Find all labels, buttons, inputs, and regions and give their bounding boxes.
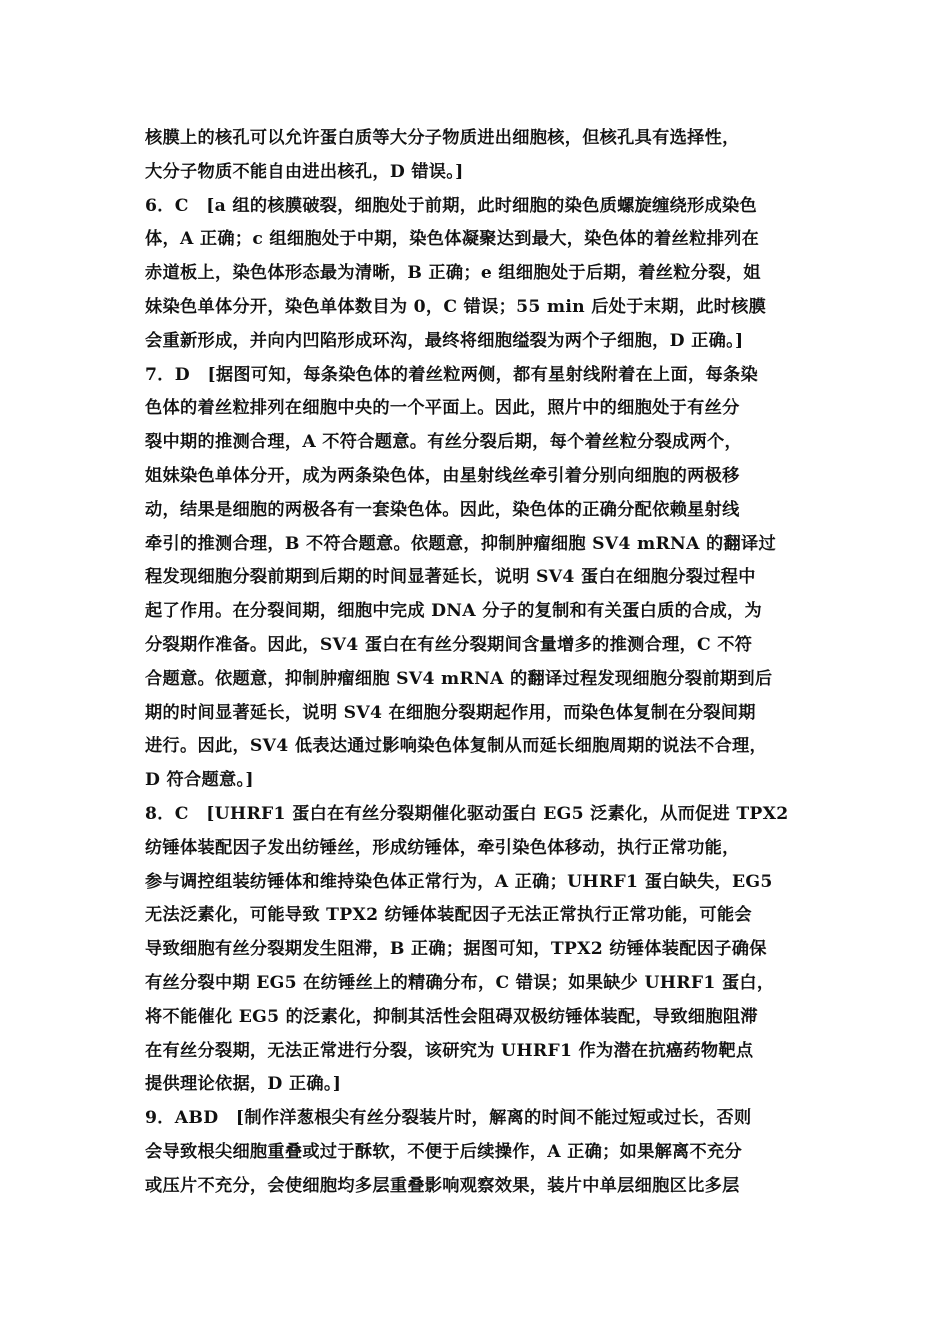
text-line: 导致细胞有丝分裂期发生阻滞，B 正确；据图可知，TPX2 纺锤体装配因子确保 — [145, 939, 767, 960]
text-line: 9．ABD [制作洋葱根尖有丝分裂装片时，解离的时间不能过短或过长，否则 — [145, 1108, 752, 1129]
document-body — [145, 122, 815, 1204]
text-line: D 符合题意。] — [145, 770, 254, 791]
text-line: 起了作用。在分裂间期，细胞中完成 DNA 分子的复制和有关蛋白质的合成，为 — [145, 601, 763, 622]
text-line: 无法泛素化，可能导致 TPX2 纺锤体装配因子无法正常执行正常功能，可能会 — [145, 905, 752, 926]
text-line: 在有丝分裂期，无法正常进行分裂，该研究为 UHRF1 作为潜在抗癌药物靶点 — [145, 1040, 754, 1061]
text-line: 裂中期的推测合理，A 不符合题意。有丝分裂后期，每个着丝粒分裂成两个， — [145, 432, 743, 453]
text-line: 6．C [a 组的核膜破裂，细胞处于前期，此时细胞的染色质螺旋缠绕形成染色 — [145, 195, 757, 216]
text-line: 会重新形成，并向内凹陷形成环沟，最终将细胞缢裂为两个子细胞，D 正确。] — [145, 330, 744, 351]
text-line: 期的时间显著延长，说明 SV4 在细胞分裂期起作用，而染色体复制在分裂间期 — [145, 702, 756, 723]
text-line: 程发现细胞分裂前期到后期的时间显著延长，说明 SV4 蛋白在细胞分裂过程中 — [145, 567, 756, 588]
text-line: 8．C [UHRF1 蛋白在有丝分裂期催化驱动蛋白 EG5 泛素化，从而促进 TPX2 — [145, 803, 789, 824]
text-line: 参与调控组装纺锤体和维持染色体正常行为，A 正确；UHRF1 蛋白缺失，EG5 — [145, 871, 773, 892]
text-line: 分裂期作准备。因此，SV4 蛋白在有丝分裂期间含量增多的推测合理，C 不符 — [145, 634, 753, 655]
text-line: 进行。因此，SV4 低表达通过影响染色体复制从而延长细胞周期的说法不合理， — [145, 736, 767, 757]
text-line: 赤道板上，染色体形态最为清晰，B 正确；e 组细胞处于后期，着丝粒分裂，姐 — [145, 263, 761, 284]
text-line: 合题意。依题意，抑制肿瘤细胞 SV4 mRNA 的翻译过程发现细胞分裂前期到后 — [145, 668, 773, 689]
text-line: 姐妹染色单体分开，成为两条染色体，由星射线丝牵引着分别向细胞的两极移 — [145, 465, 740, 486]
text-line: 7．D [据图可知，每条染色体的着丝粒两侧，都有星射线附着在上面，每条染 — [145, 364, 758, 385]
text-line: 会导致根尖细胞重叠或过于酥软，不便于后续操作，A 正确；如果解离不充分 — [145, 1141, 743, 1162]
text-line: 色体的着丝粒排列在细胞中央的一个平面上。因此，照片中的细胞处于有丝分 — [145, 398, 740, 419]
text-line: 提供理论依据，D 正确。] — [145, 1074, 342, 1095]
text-line: 核膜上的核孔可以允许蛋白质等大分子物质进出细胞核，但核孔具有选择性， — [145, 128, 740, 148]
text-line: 有丝分裂中期 EG5 在纺锤丝上的精确分布，C 错误；如果缺少 UHRF1 蛋白， — [145, 972, 775, 993]
text-line: 牵引的推测合理，B 不符合题意。依题意，抑制肿瘤细胞 SV4 mRNA 的翻译过 — [145, 533, 776, 554]
text-line: 或压片不充分，会使细胞均多层重叠影响观察效果，装片中单层细胞区比多层 — [145, 1175, 740, 1196]
text-line: 体，A 正确；c 组细胞处于中期，染色体凝聚达到最大，染色体的着丝粒排列在 — [145, 229, 760, 250]
text-line: 纺锤体装配因子发出纺锤丝，形成纺锤体，牵引染色体移动，执行正常功能， — [145, 837, 740, 858]
text-line: 大分子物质不能自由进出核孔，D 错误。] — [145, 161, 464, 182]
text-line: 将不能催化 EG5 的泛素化，抑制其活性会阻碍双极纺锤体装配，导致细胞阻滞 — [145, 1006, 758, 1027]
text-line: 动，结果是细胞的两极各有一套染色体。因此，染色体的正确分配依赖星射线 — [145, 499, 740, 520]
text-line: 妹染色单体分开，染色单体数目为 0，C 错误；55 min 后处于末期，此时核膜 — [145, 296, 767, 317]
